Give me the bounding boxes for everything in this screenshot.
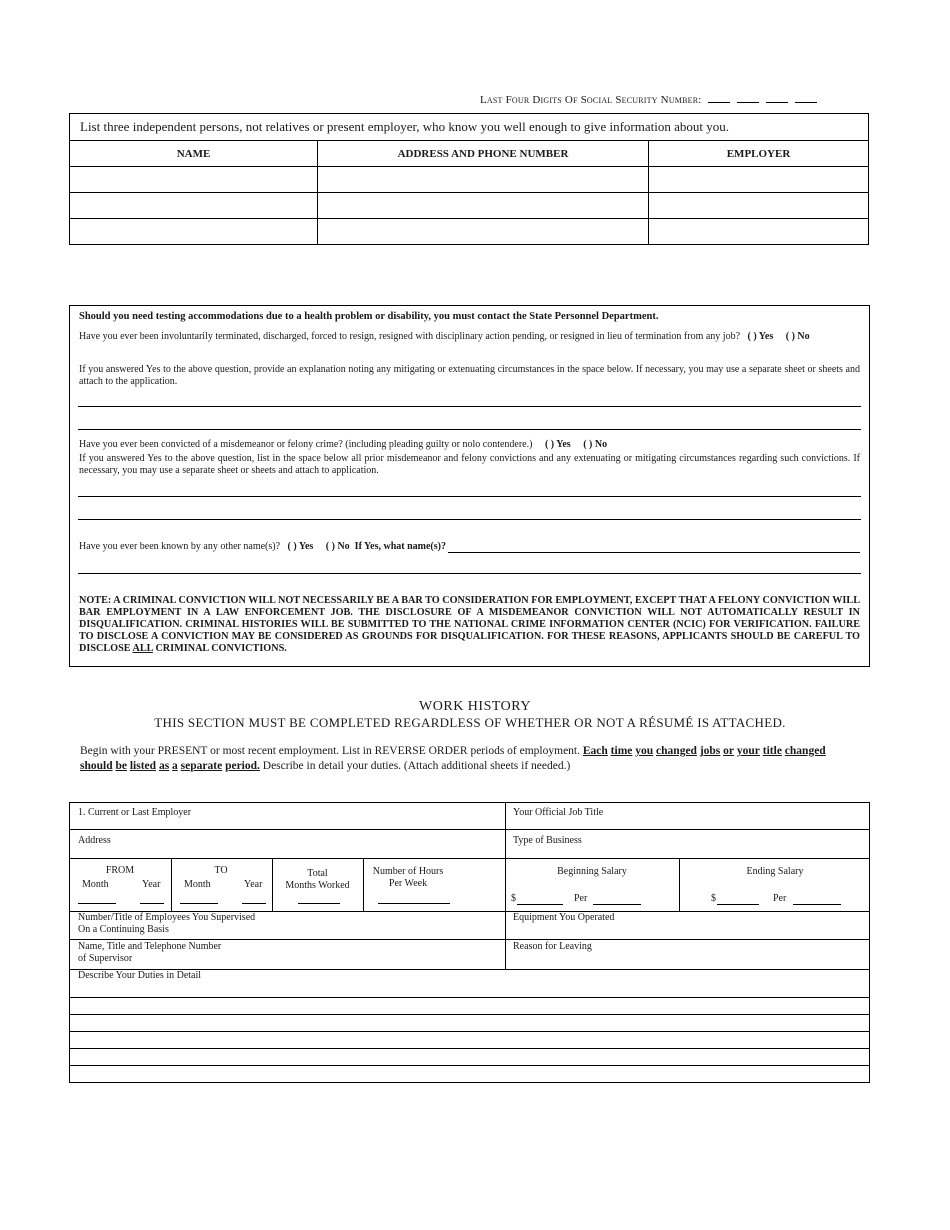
reference-2-employer-cell[interactable] — [649, 193, 868, 218]
reference-2-name-cell[interactable] — [70, 193, 318, 218]
termination-no-option[interactable]: ( ) No — [785, 331, 810, 342]
criminal-conviction-note — [79, 595, 860, 655]
to-month-input[interactable] — [180, 903, 218, 904]
hours-per-week-input[interactable] — [378, 903, 450, 904]
beginning-salary-period[interactable] — [593, 904, 641, 905]
references-intro: List three independent persons, not relatives or present employer, who know you well enough to give information about you. — [70, 114, 868, 141]
supervisor-label: Name, Title and Telephone Number of Supervisor — [78, 941, 222, 964]
duties-label: Describe Your Duties in Detail — [78, 970, 202, 981]
conviction-explain-instructions: If you answered Yes to the above question, list in the space below all prior misdemeanor and felony convictions and any extenuating or mitigating circumstances regarding such convictions. If necessary, you may use a separate sheet or sheets and attach to application. — [79, 453, 860, 476]
reference-1-name-cell[interactable] — [70, 167, 318, 192]
accommodations-notice: Should you need testing accommodations due to a health problem or disability, you must contact the State Personnel Department. — [79, 311, 659, 322]
reference-2-address-cell[interactable] — [318, 193, 649, 218]
address-label: Address — [78, 835, 111, 846]
header-employer: EMPLOYER — [726, 147, 791, 160]
emphasis-word: or — [723, 745, 735, 757]
beginning-salary-amount[interactable] — [517, 904, 563, 905]
employer-form — [69, 802, 870, 1083]
from-month-input[interactable] — [78, 903, 116, 904]
references-table — [69, 113, 869, 245]
ssn-digit-3[interactable] — [766, 92, 788, 103]
ssn-digit-4[interactable] — [795, 92, 817, 103]
termination-explain-instructions: If you answered Yes to the above question, provide an explanation noting any mitigating or extenuating circumstances in the space below. If necessary, you may use a separate sheet or sheets and attach to the application. — [79, 364, 860, 387]
other-names-input-line[interactable] — [448, 542, 860, 553]
emphasis-word: changed — [656, 745, 697, 757]
note-text-end: CRIMINAL CONVICTIONS. — [152, 643, 287, 654]
job-title-label: Your Official Job Title — [513, 807, 604, 818]
table-row — [70, 219, 868, 244]
other-names-question — [79, 541, 860, 553]
beginning-dollar: $ — [511, 893, 516, 904]
emphasis-word: jobs — [699, 745, 721, 757]
ending-dollar: $ — [711, 893, 716, 904]
emphasis-word: period. — [225, 760, 260, 772]
ending-salary-period[interactable] — [793, 904, 841, 905]
reference-3-address-cell[interactable] — [318, 219, 649, 244]
emphasis-word: your — [736, 745, 760, 757]
business-type-label: Type of Business — [513, 835, 582, 846]
emphasis-word: as — [158, 760, 170, 772]
reference-3-name-cell[interactable] — [70, 219, 318, 244]
to-year-label: Year — [244, 879, 263, 890]
other-names-yes-option[interactable]: ( ) Yes — [287, 541, 314, 552]
conviction-explain-line-2[interactable] — [78, 519, 861, 520]
total-months-label: Total Months Worked — [285, 868, 350, 891]
note-text: NOTE: A CRIMINAL CONVICTION WILL NOT NECESSARILY BE A BAR TO CONSIDERATION FOR EMPLOYMENT, EXCEPT THAT A FELONY CONVICTION WILL BAR EMPLOYMENT IN A LAW ENFORCEMENT JOB. THE DISCLOSURE OF A MISDEMEANOR CONVICTION WILL NOT AUTOMATICALLY RESULT IN DISQUALIFICATION. CRIMINAL HISTORIES WILL BE SUBMITTED TO THE NATIONAL CRIME INFORMATION CENTER (NCIC) FOR VERIFICATION. FAILURE TO DISCLOSE A CONVICTION MAY BE CONSIDERED AS GROUNDS FOR DISQUALIFICATION. FOR THESE REASONS, APPLICANTS SHOULD BE CAREFUL TO DISCLOSE — [79, 595, 860, 654]
other-names-no-option[interactable]: ( ) No — [325, 541, 350, 552]
total-months-input[interactable] — [298, 903, 340, 904]
current-employer-label: 1. Current or Last Employer — [78, 807, 192, 818]
emphasis-word: you — [635, 745, 654, 757]
work-history-instructions — [80, 744, 840, 774]
conviction-explain-line-1[interactable] — [78, 496, 861, 497]
from-month-label: Month — [82, 879, 109, 890]
from-year-input[interactable] — [140, 903, 164, 904]
ending-per: Per — [773, 893, 787, 904]
background-questions-box — [69, 305, 870, 667]
reference-1-address-cell[interactable] — [318, 167, 649, 192]
emphasis-word: title — [762, 745, 782, 757]
work-history-title: WORK HISTORY — [419, 699, 531, 714]
reference-1-employer-cell[interactable] — [649, 167, 868, 192]
instructions-text: Begin with your PRESENT or most recent employment. List in REVERSE ORDER periods of employment. — [80, 745, 580, 757]
ssn-field[interactable] — [480, 92, 817, 106]
conviction-no-option[interactable]: ( ) No — [583, 439, 608, 450]
other-names-question-text: Have you ever been known by any other name(s)? — [79, 541, 281, 552]
instructions-text-end: Describe in detail your duties. (Attach additional sheets if needed.) — [262, 760, 571, 772]
ssn-digit-2[interactable] — [737, 92, 759, 103]
equipment-label: Equipment You Operated — [513, 912, 615, 923]
emphasis-word: changed — [784, 745, 826, 757]
conviction-question-text: Have you ever been convicted of a misdemeanor or felony crime? (including pleading guilty or nolo contendere.) — [79, 439, 533, 450]
emphasis-word: listed — [129, 760, 157, 772]
emphasis-word: separate — [180, 760, 223, 772]
to-year-input[interactable] — [242, 903, 266, 904]
emphasis-word: Each — [582, 745, 608, 757]
from-year-label: Year — [142, 879, 161, 890]
beginning-per: Per — [574, 893, 588, 904]
emphasis-word: time — [610, 745, 633, 757]
termination-yes-option[interactable]: ( ) Yes — [747, 331, 774, 342]
to-month-label: Month — [184, 879, 211, 890]
reason-for-leaving-label: Reason for Leaving — [513, 941, 592, 952]
conviction-yes-option[interactable]: ( ) Yes — [544, 439, 571, 450]
termination-explain-line-2[interactable] — [78, 429, 861, 430]
table-row — [70, 193, 868, 219]
from-label: FROM — [105, 865, 135, 876]
conviction-question — [79, 439, 860, 451]
ssn-digit-1[interactable] — [708, 92, 730, 103]
emphasis-word: a — [172, 760, 178, 772]
reference-3-employer-cell[interactable] — [649, 219, 868, 244]
other-names-line-2[interactable] — [78, 573, 861, 574]
ssn-label: Last Four Digits Of Social Security Number: — [480, 94, 702, 106]
ending-salary-label: Ending Salary — [746, 866, 804, 877]
references-header-row — [70, 141, 868, 167]
employees-supervised-label: Number/Title of Employees You Supervised On a Continuing Basis — [78, 912, 256, 935]
other-names-followup-label: If Yes, what name(s)? — [354, 541, 446, 552]
table-row — [70, 167, 868, 193]
to-label: TO — [214, 865, 228, 876]
termination-question — [79, 331, 860, 343]
emphasis-word: should — [80, 760, 113, 772]
beginning-salary-label: Beginning Salary — [557, 866, 627, 877]
header-address-phone: ADDRESS AND PHONE NUMBER — [318, 141, 649, 166]
header-name: NAME — [70, 141, 318, 166]
work-history-subtitle: THIS SECTION MUST BE COMPLETED REGARDLESS OF WHETHER OR NOT A RÉSUMÉ IS ATTACHED. — [154, 715, 786, 730]
note-all-emphasis: ALL — [132, 643, 153, 654]
termination-explain-line-1[interactable] — [78, 406, 861, 407]
termination-question-text: Have you ever been involuntarily terminated, discharged, forced to resign, resigned with disciplinary action pending, or resigned in lieu of termination from any job? — [79, 331, 741, 342]
ending-salary-amount[interactable] — [717, 904, 759, 905]
emphasis-word: be — [115, 760, 127, 772]
hours-per-week-label: Number of Hours Per Week — [372, 866, 444, 889]
